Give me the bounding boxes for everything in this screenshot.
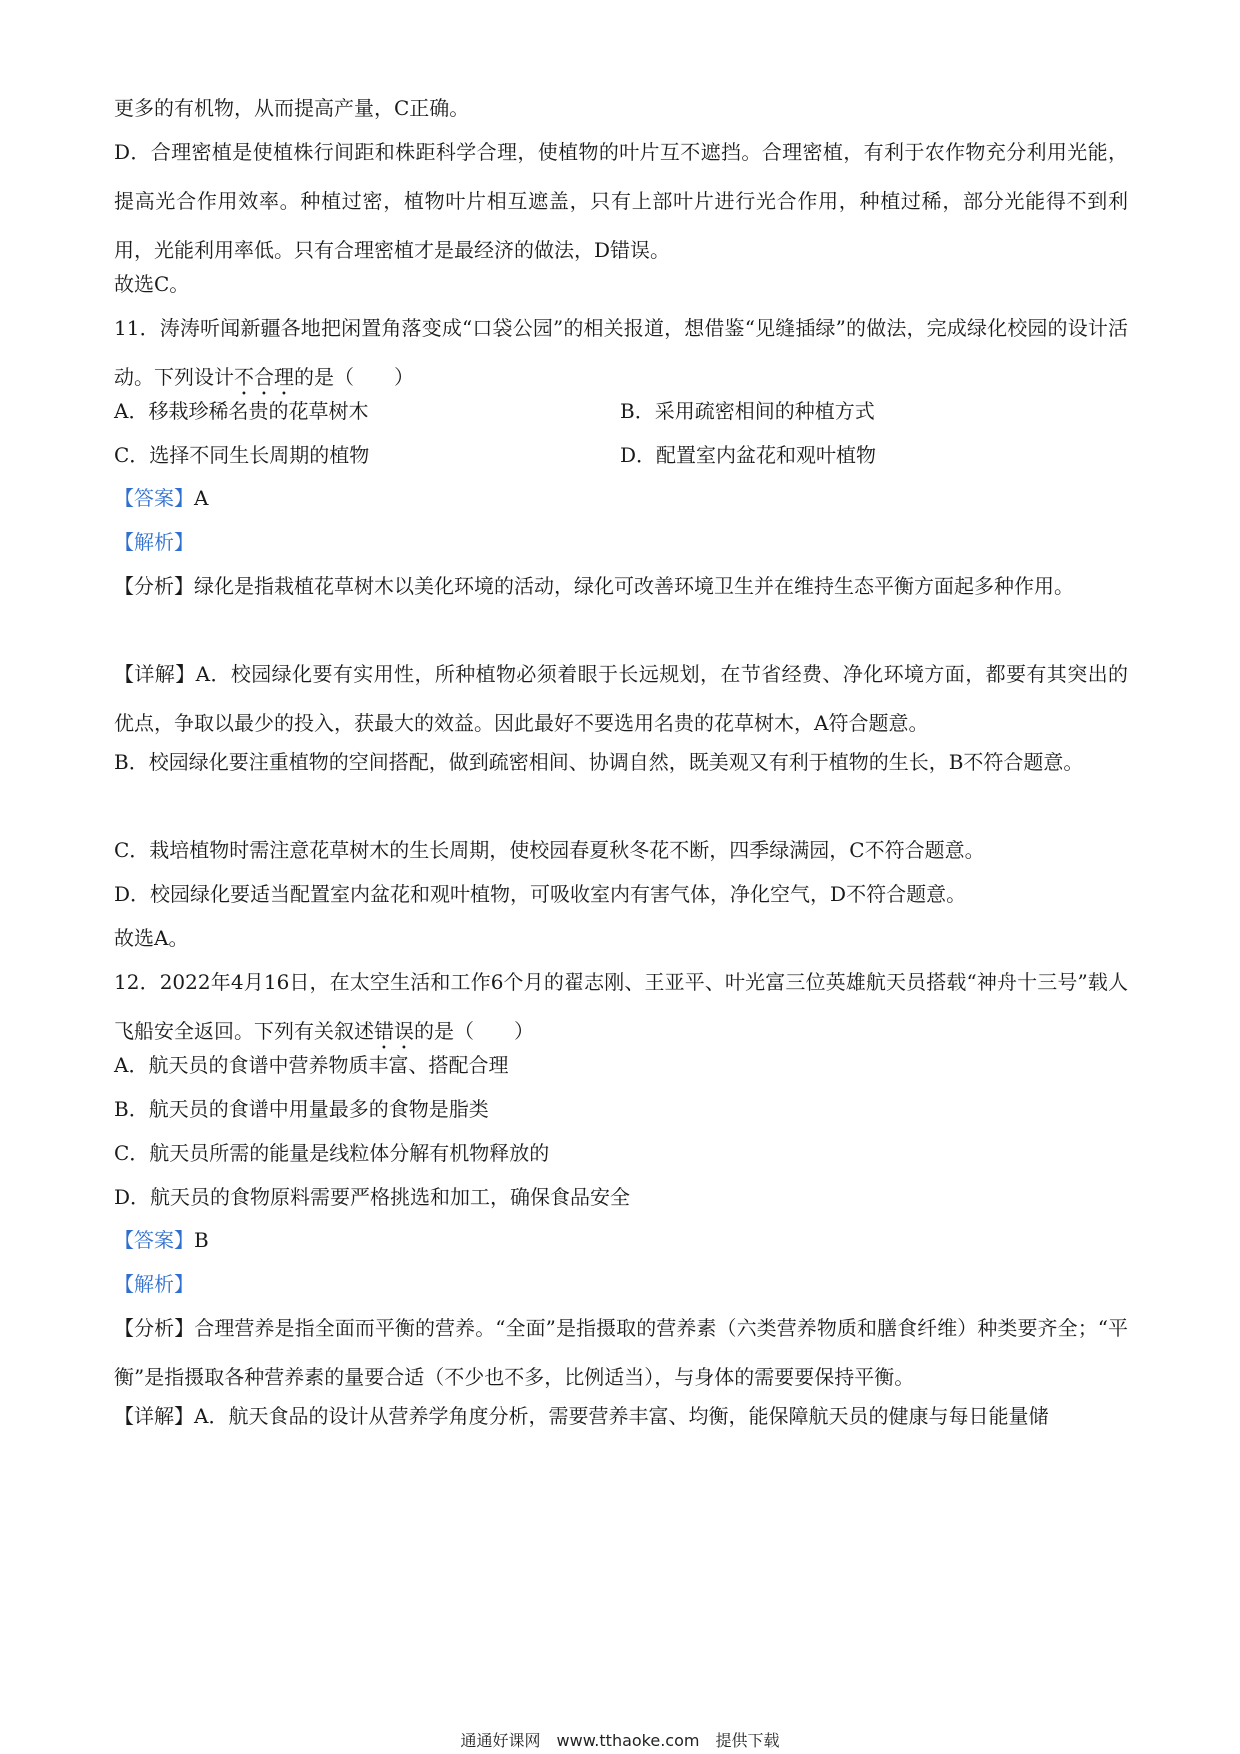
q11-conclusion: 故选A。 [114,926,189,950]
answer-tag: 【答案】 [114,486,194,510]
fenxi-tag: 【分析】 [114,574,194,598]
q12-xiangjie-a: 【详解】A．航天食品的设计从营养学角度分析，需要营养丰富、均衡，能保障航天员的健康与每日能量储 [114,1404,1049,1428]
jiexi-tag: 【解析】 [114,530,194,554]
q12-option-c: C．航天员所需的能量是线粒体分解有机物释放的 [114,1141,550,1165]
q11-jiexi [114,518,1128,567]
paragraph-option-d-explanation: D．合理密植是使植株行间距和株距科学合理，使植物的叶片互不遮挡。合理密植，有利于农作物充分利用光能，提高光合作用效率。种植过密，植物叶片相互遮盖，只有上部叶片进行光合作用，种植过稀，部分光能得不到利用，光能利用率低。只有合理密植才是最经济的做法，D错误。 [114,140,1128,262]
page-footer: 通通好课网 www.tthaoke.com 提供下载 [460,1731,780,1750]
q11-option-a: A．移栽珍稀名贵的花草树木 [114,399,369,423]
q12-answer: 【答案】B [114,1228,209,1252]
q12-jiexi [114,1260,1128,1309]
q11-option-c: C．选择不同生长周期的植物 [114,443,370,467]
answer-tag: 【答案】 [114,1228,194,1252]
q11-option-d: D．配置室内盆花和观叶植物 [620,443,877,467]
q11-answer: 【答案】A [114,486,209,510]
q12-option-b: B．航天员的食谱中用量最多的食物是脂类 [114,1097,489,1121]
q11-xiangjie-b: B．校园绿化要注重植物的空间搭配，做到疏密相间、协调自然，既美观又有利于植物的生长，B不符合题意。 [114,750,1084,774]
conclusion-q10: 故选C。 [114,272,190,296]
emphasis-text: 不合理 [234,365,294,389]
xiangjie-tag: 【详解】 [114,1404,194,1428]
emphasis-text: 错误 [374,1019,414,1043]
q12-fenxi: 【分析】合理营养是指全面而平衡的营养。“全面”是指摄取的营养素（六类营养物质和膳食纤维）种类要齐全；“平衡”是指摄取各种营养素的量要合适（不少也不多，比例适当），与身体的需要要保持平衡。 [114,1316,1128,1389]
question-11-stem: 11．涛涛听闻新疆各地把闲置角落变成“口袋公园”的相关报道，想借鉴“见缝插绿”的做法，完成绿化校园的设计活动。下列设计不合理的是（ ） [114,316,1128,389]
paragraph-continuation: 更多的有机物，从而提高产量，C正确。 [114,96,470,120]
q12-option-a: A．航天员的食谱中营养物质丰富、搭配合理 [114,1053,509,1077]
jiexi-tag: 【解析】 [114,1272,194,1296]
q11-xiangjie-a: 【详解】A．校园绿化要有实用性，所种植物必须着眼于长远规划，在节省经费、净化环境方面，都要有其突出的优点，争取以最少的投入，获最大的效益。因此最好不要选用名贵的花草树木，A符合题意。 [114,662,1129,735]
xiangjie-tag: 【详解】 [114,662,196,686]
q11-fenxi: 【分析】绿化是指栽植花草树木以美化环境的活动，绿化可改善环境卫生并在维持生态平衡方面起多种作用。 [114,574,1074,598]
q11-xiangjie-d: D．校园绿化要适当配置室内盆花和观叶植物，可吸收室内有害气体，净化空气，D不符合题意。 [114,882,967,906]
q11-xiangjie-c: C．栽培植物时需注意花草树木的生长周期，使校园春夏秋冬花不断，四季绿满园，C不符合题意。 [114,838,985,862]
q12-option-d: D．航天员的食物原料需要严格挑选和加工，确保食品安全 [114,1185,631,1209]
q11-option-b: B．采用疏密相间的种植方式 [620,399,875,423]
fenxi-tag: 【分析】 [114,1316,195,1340]
question-12-stem: 12．2022年4月16日，在太空生活和工作6个月的翟志刚、王亚平、叶光富三位英雄航天员搭载“神舟十三号”载人飞船安全返回。下列有关叙述错误的是（ ） [114,970,1128,1043]
